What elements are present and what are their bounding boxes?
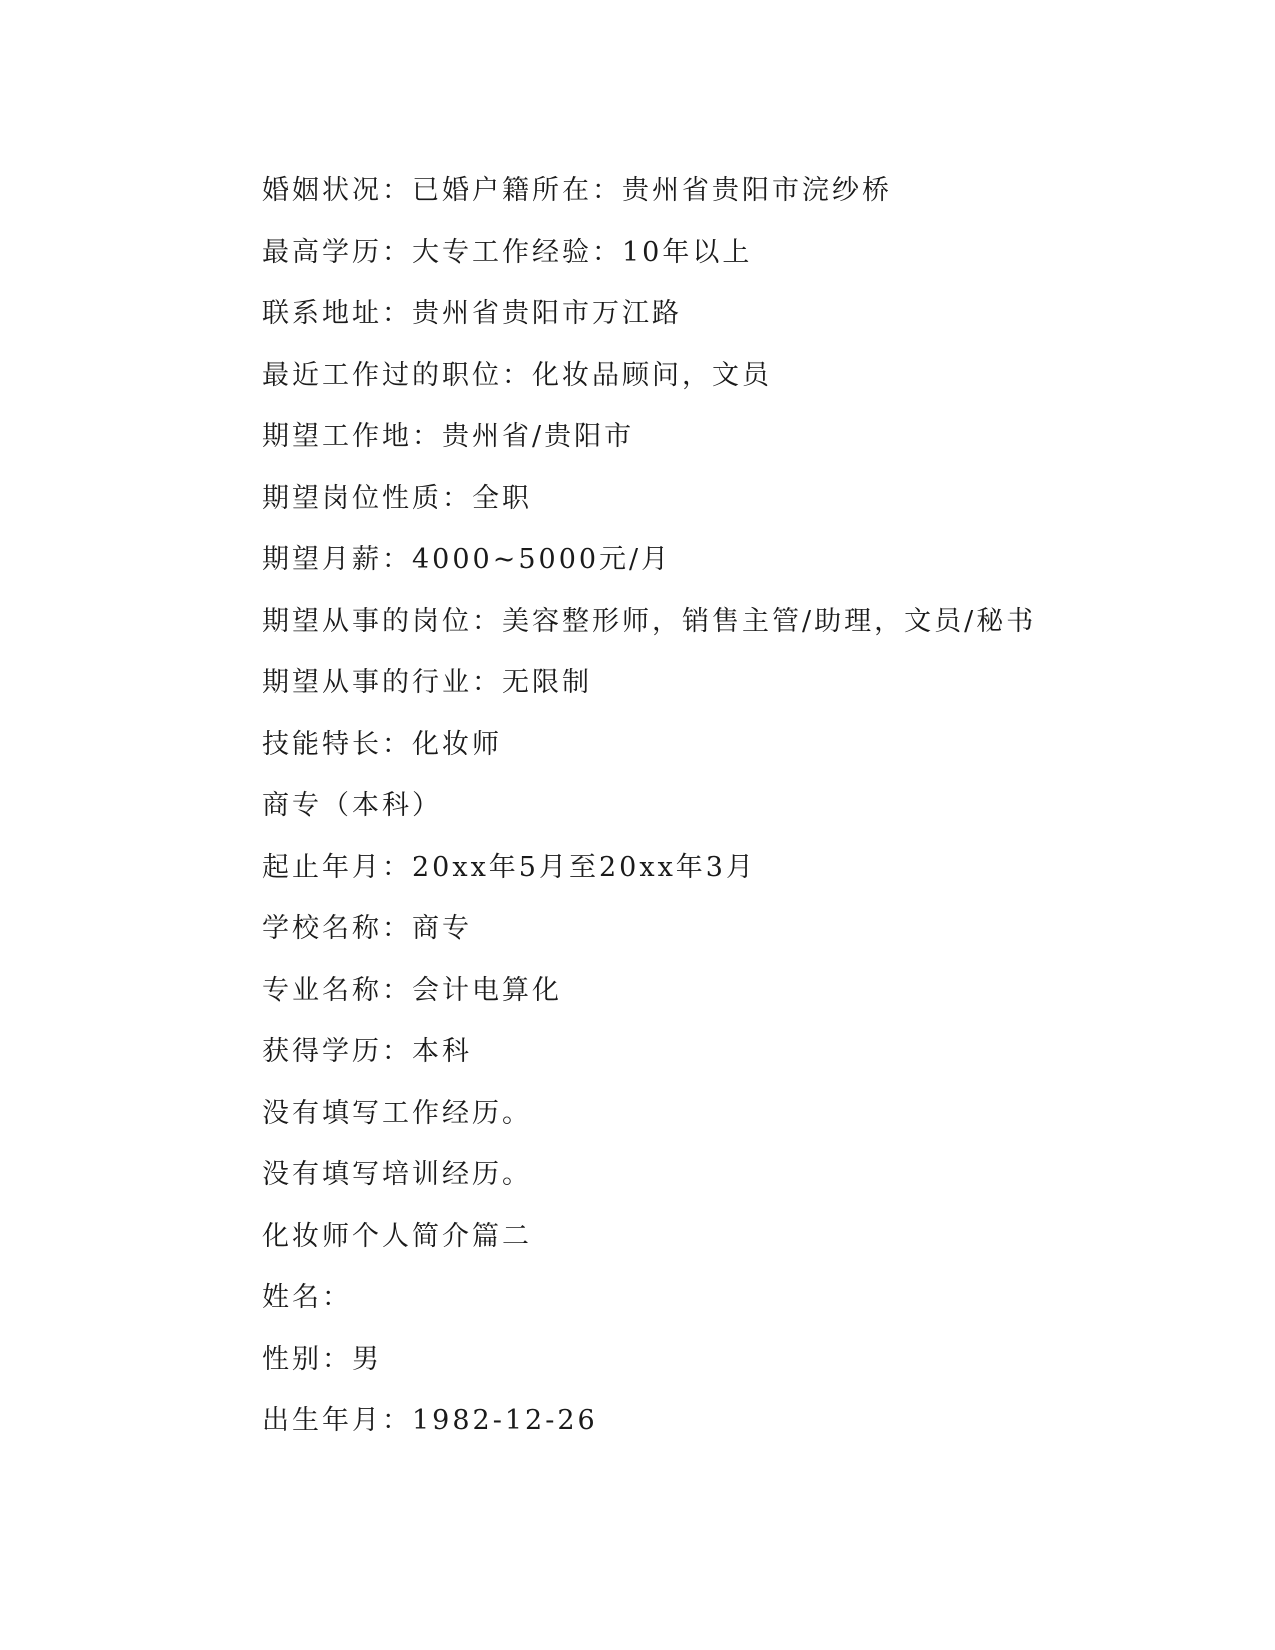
- desired-salary-line: 期望月薪：4000~5000元/月: [262, 544, 672, 575]
- education-experience-line: 最高学历：大专工作经验：10年以上: [262, 236, 753, 268]
- recent-position-line: 最近工作过的职位：化妆品顾问，文员: [262, 359, 772, 391]
- marital-status-line: 婚姻状况：已婚户籍所在：贵州省贵阳市浣纱桥: [262, 175, 892, 206]
- school-name-line: 学校名称：商专: [262, 913, 472, 944]
- name-line: 姓名：: [262, 1282, 352, 1313]
- desired-location-line: 期望工作地：贵州省/贵阳市: [262, 421, 635, 452]
- study-period-line: 起止年月：20xx年5月至20xx年3月: [262, 851, 756, 883]
- major-line: 专业名称：会计电算化: [262, 974, 562, 1006]
- training-history-note-line: 没有填写培训经历。: [262, 1159, 532, 1190]
- gender-line: 性别：男: [262, 1343, 382, 1375]
- skills-line: 技能特长：化妆师: [262, 728, 502, 760]
- desired-industry-line: 期望从事的行业：无限制: [262, 667, 592, 698]
- desired-job-type-line: 期望岗位性质：全职: [262, 482, 532, 514]
- section-title-line: 化妆师个人简介篇二: [262, 1220, 532, 1252]
- desired-positions-line: 期望从事的岗位：美容整形师，销售主管/助理，文员/秘书: [262, 605, 1037, 637]
- birth-date-line: 出生年月：1982-12-26: [262, 1405, 598, 1436]
- degree-line: 获得学历：本科: [262, 1036, 472, 1067]
- document-body: [262, 160, 1082, 1452]
- work-history-note-line: 没有填写工作经历。: [262, 1097, 532, 1129]
- contact-address-line: 联系地址：贵州省贵阳市万江路: [262, 298, 682, 329]
- school-heading-line: 商专（本科）: [262, 790, 442, 821]
